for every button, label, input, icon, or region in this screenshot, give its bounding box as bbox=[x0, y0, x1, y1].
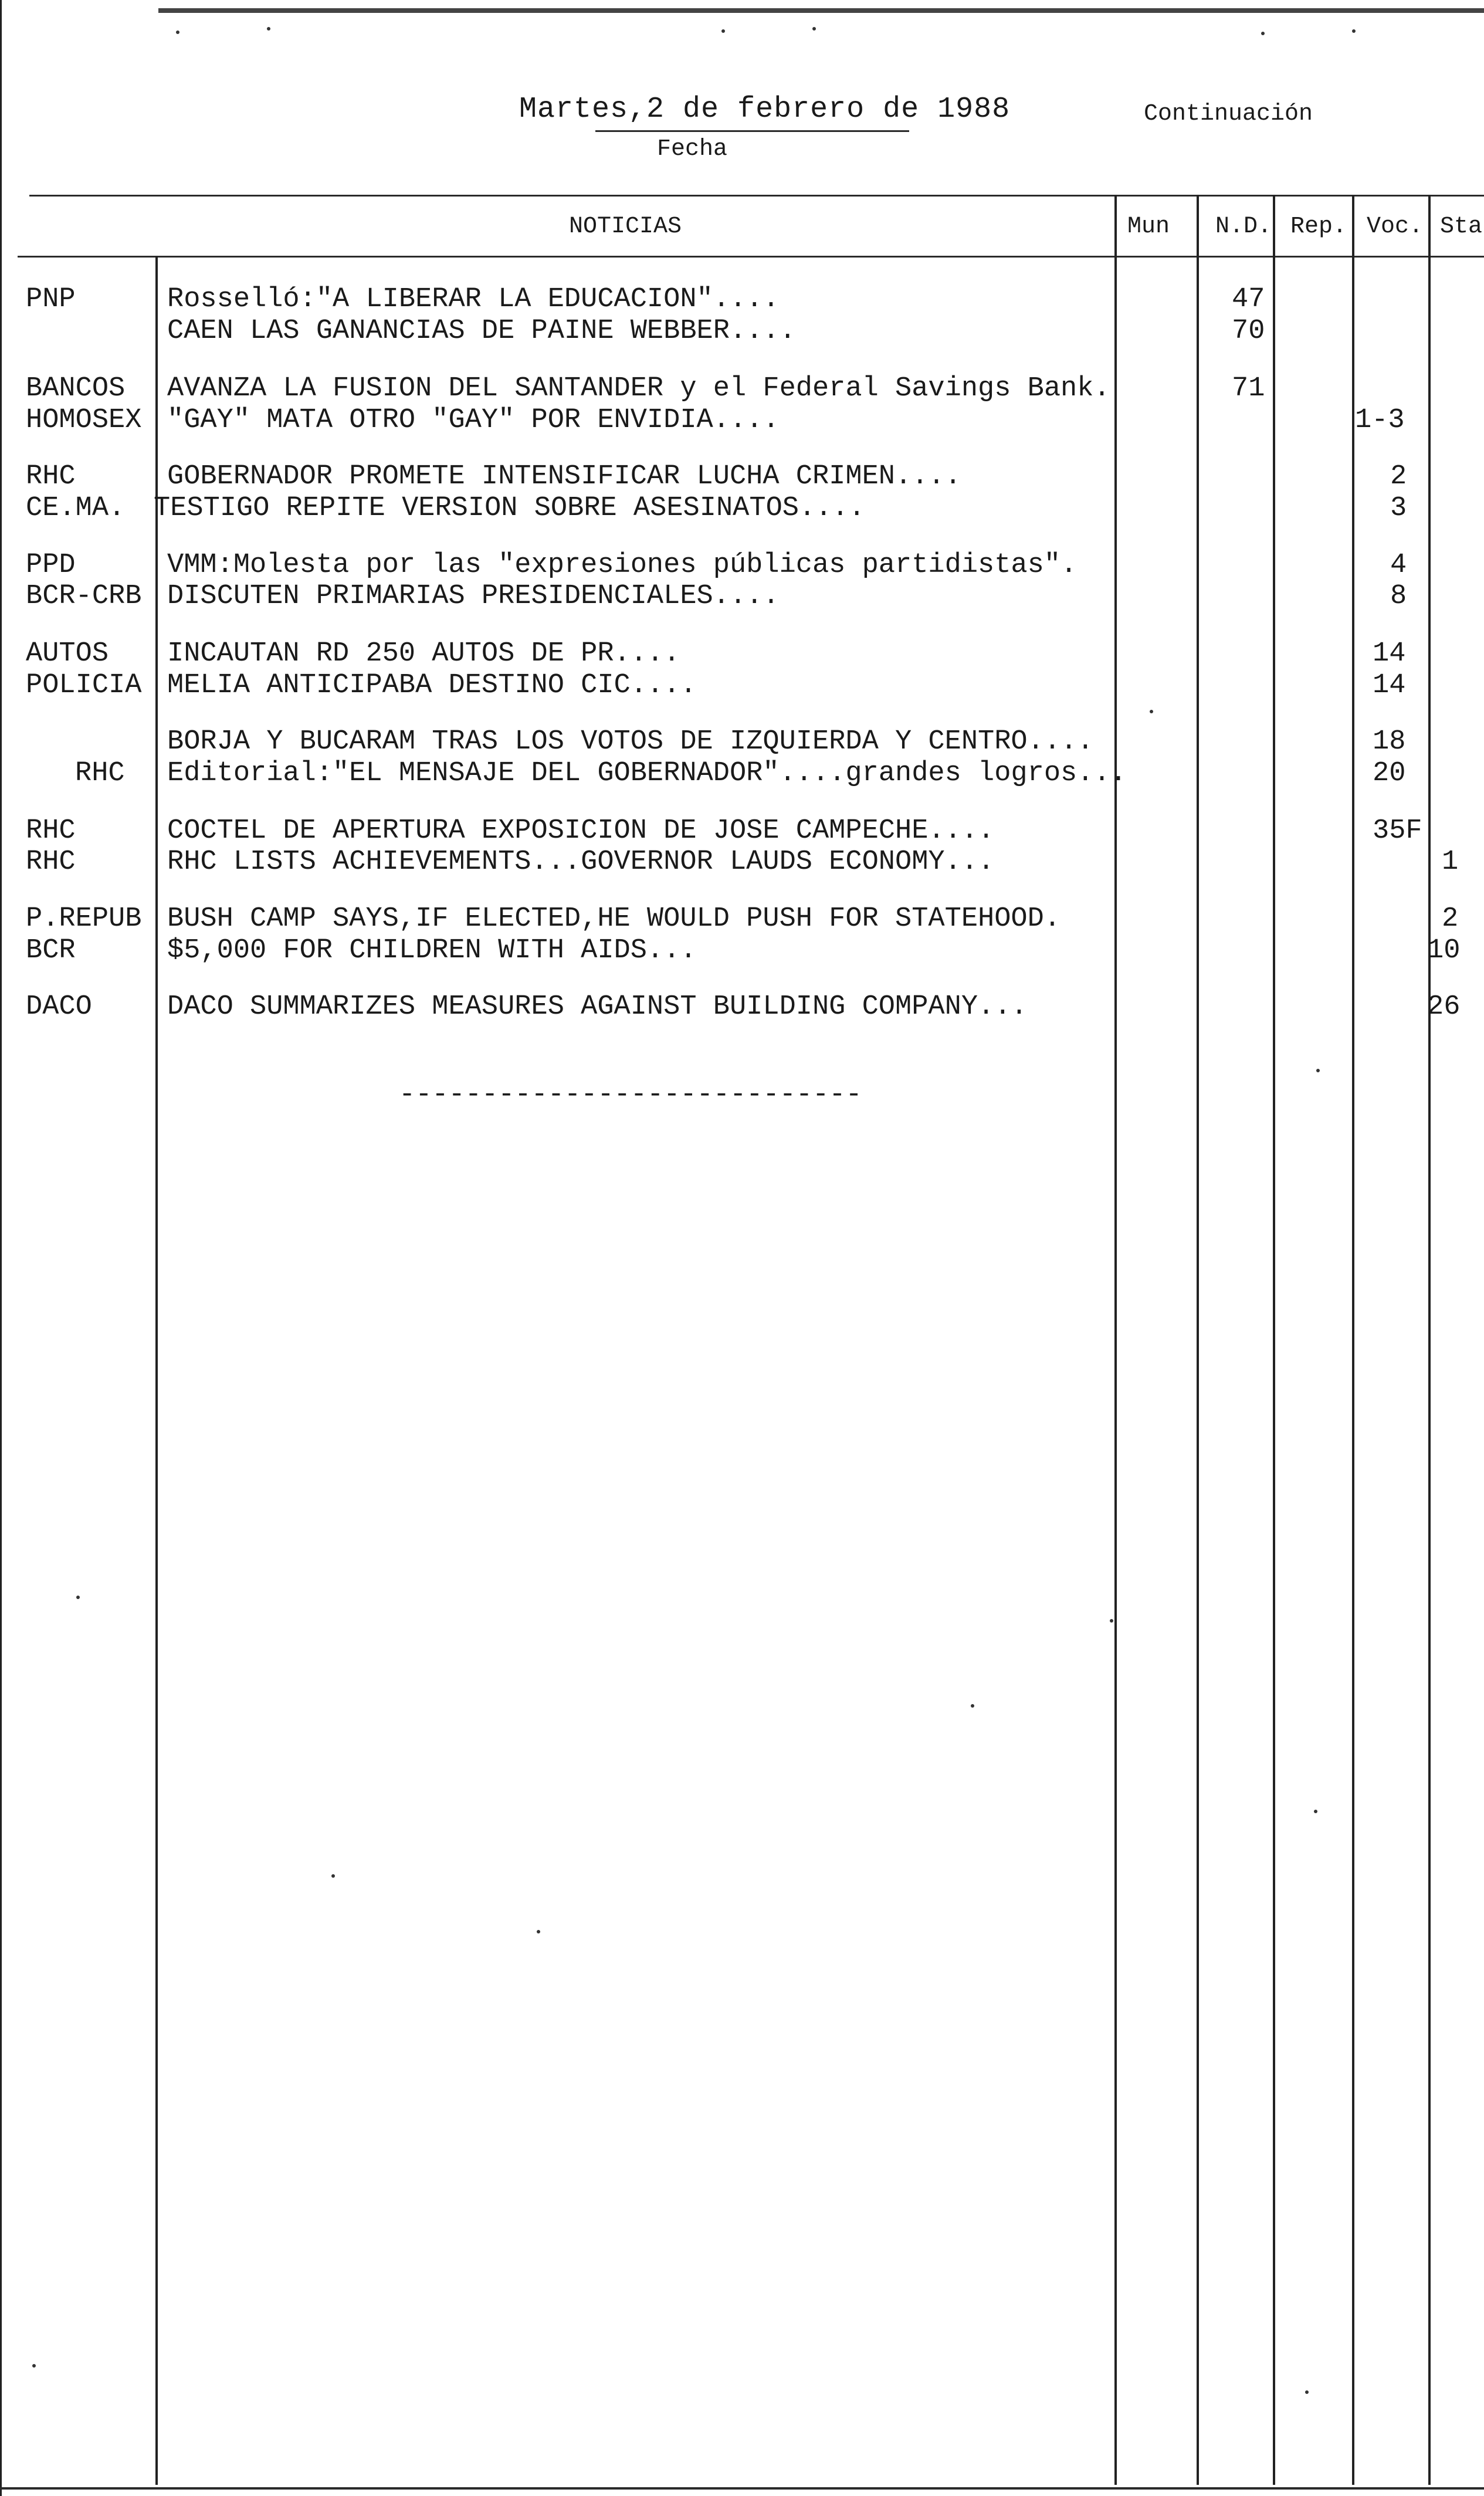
row-voc: 4 bbox=[1390, 550, 1407, 581]
scan-mark bbox=[1352, 29, 1356, 33]
row-text: BUSH CAMP SAYS,IF ELECTED,HE WOULD PUSH FOR STATEHOOD. bbox=[167, 903, 1061, 934]
row-star: 26 bbox=[1427, 991, 1461, 1022]
row-voc: 1-3 bbox=[1355, 405, 1405, 436]
scan-speck bbox=[1314, 1810, 1317, 1813]
row-text: DISCUTEN PRIMARIAS PRESIDENCIALES.... bbox=[167, 581, 780, 612]
nd-column-left-divider bbox=[1197, 195, 1199, 2485]
table-header-underline bbox=[18, 256, 1484, 258]
column-header-mun: Mun bbox=[1127, 214, 1170, 240]
scan-speck bbox=[1110, 1619, 1113, 1623]
column-header-nd: N.D. bbox=[1215, 214, 1272, 240]
row-text: GOBERNADOR PROMETE INTENSIFICAR LUCHA CRIMEN.... bbox=[167, 461, 961, 492]
scan-mark bbox=[721, 29, 725, 33]
end-separator: ---------------------------- bbox=[399, 1079, 862, 1110]
left-edge-line bbox=[0, 0, 2, 2496]
row-voc: 3 bbox=[1390, 493, 1407, 524]
row-text: "GAY" MATA OTRO "GAY" POR ENVIDIA.... bbox=[167, 405, 780, 436]
row-tag: RHC bbox=[75, 758, 125, 789]
scan-mark bbox=[176, 31, 179, 34]
row-text: AVANZA LA FUSION DEL SANTANDER y el Federal Savings Bank. bbox=[167, 373, 1110, 404]
row-star: 1 bbox=[1442, 846, 1459, 878]
scan-mark bbox=[267, 27, 270, 31]
scan-mark bbox=[812, 27, 816, 31]
row-text: DACO SUMMARIZES MEASURES AGAINST BUILDING COMPANY... bbox=[167, 991, 1028, 1022]
scan-speck bbox=[76, 1596, 80, 1599]
star-column-left-divider bbox=[1428, 195, 1431, 2485]
row-text: TESTIGO REPITE VERSION SOBRE ASESINATOS.... bbox=[154, 493, 865, 524]
row-text: MELIA ANTICIPABA DESTINO CIC.... bbox=[167, 670, 697, 701]
scan-mark bbox=[1261, 32, 1265, 35]
column-header-star: Sta bbox=[1440, 214, 1483, 240]
row-nd: 71 bbox=[1232, 373, 1265, 404]
document-date: Martes,2 de febrero de 1988 bbox=[519, 93, 1011, 126]
scan-speck bbox=[1316, 1069, 1320, 1072]
row-tag: BCR bbox=[26, 935, 76, 966]
column-header-noticias: NOTICIAS bbox=[569, 214, 682, 240]
row-text: VMM:Molesta por las "expresiones públicas partidistas". bbox=[167, 550, 1078, 581]
row-text: Editorial:"EL MENSAJE DEL GOBERNADOR"....grandes logros... bbox=[167, 758, 1127, 789]
row-nd: 47 bbox=[1232, 284, 1265, 315]
row-tag: DACO bbox=[26, 991, 92, 1022]
tag-column-divider bbox=[155, 256, 158, 2485]
scan-speck bbox=[537, 1930, 540, 1933]
row-text: CAEN LAS GANANCIAS DE PAINE WEBBER.... bbox=[167, 316, 796, 347]
scan-speck bbox=[331, 1874, 335, 1878]
continuation-label: Continuación bbox=[1144, 101, 1313, 127]
row-tag: BANCOS bbox=[26, 373, 126, 404]
row-voc: 35F bbox=[1373, 815, 1422, 846]
row-text: Rosselló:"A LIBERAR LA EDUCACION".... bbox=[167, 284, 780, 315]
row-text: COCTEL DE APERTURA EXPOSICION DE JOSE CAMPECHE.... bbox=[167, 815, 995, 846]
row-tag: BCR-CRB bbox=[26, 581, 142, 612]
column-header-voc: Voc. bbox=[1367, 214, 1424, 240]
date-underline bbox=[595, 130, 909, 132]
row-voc: 14 bbox=[1373, 670, 1406, 701]
fecha-label: Fecha bbox=[657, 136, 728, 162]
voc-column-left-divider bbox=[1352, 195, 1354, 2485]
top-edge-line bbox=[158, 8, 1484, 13]
bottom-edge-line bbox=[0, 2487, 1484, 2490]
row-nd: 70 bbox=[1232, 316, 1265, 347]
column-header-rep: Rep. bbox=[1290, 214, 1347, 240]
row-tag: CE.MA. bbox=[26, 493, 126, 524]
scan-speck bbox=[971, 1704, 974, 1708]
row-star: 2 bbox=[1442, 903, 1459, 934]
row-text: RHC LISTS ACHIEVEMENTS...GOVERNOR LAUDS ECONOMY... bbox=[167, 846, 995, 878]
row-tag: POLICIA bbox=[26, 670, 142, 701]
row-tag: RHC bbox=[26, 461, 76, 492]
row-tag: PPD bbox=[26, 550, 76, 581]
row-tag: P.REPUB bbox=[26, 903, 142, 934]
rep-column-left-divider bbox=[1273, 195, 1275, 2485]
mun-column-left-divider bbox=[1114, 195, 1117, 2485]
row-tag: PNP bbox=[26, 284, 76, 315]
scan-speck bbox=[32, 2364, 36, 2368]
row-tag: RHC bbox=[26, 815, 76, 846]
row-text: $5,000 FOR CHILDREN WITH AIDS... bbox=[167, 935, 697, 966]
row-voc: 2 bbox=[1390, 461, 1407, 492]
row-tag: RHC bbox=[26, 846, 76, 878]
scan-speck bbox=[1305, 2390, 1309, 2394]
row-tag: HOMOSEX bbox=[26, 405, 142, 436]
row-voc: 18 bbox=[1373, 726, 1406, 757]
row-voc: 14 bbox=[1373, 638, 1406, 669]
row-text: INCAUTAN RD 250 AUTOS DE PR.... bbox=[167, 638, 680, 669]
table-top-line bbox=[29, 195, 1484, 197]
row-star: 10 bbox=[1427, 935, 1461, 966]
row-voc: 20 bbox=[1373, 758, 1406, 789]
row-tag: AUTOS bbox=[26, 638, 109, 669]
row-text: BORJA Y BUCARAM TRAS LOS VOTOS DE IZQUIERDA Y CENTRO.... bbox=[167, 726, 1094, 757]
scan-speck bbox=[1150, 710, 1153, 713]
row-voc: 8 bbox=[1390, 581, 1407, 612]
